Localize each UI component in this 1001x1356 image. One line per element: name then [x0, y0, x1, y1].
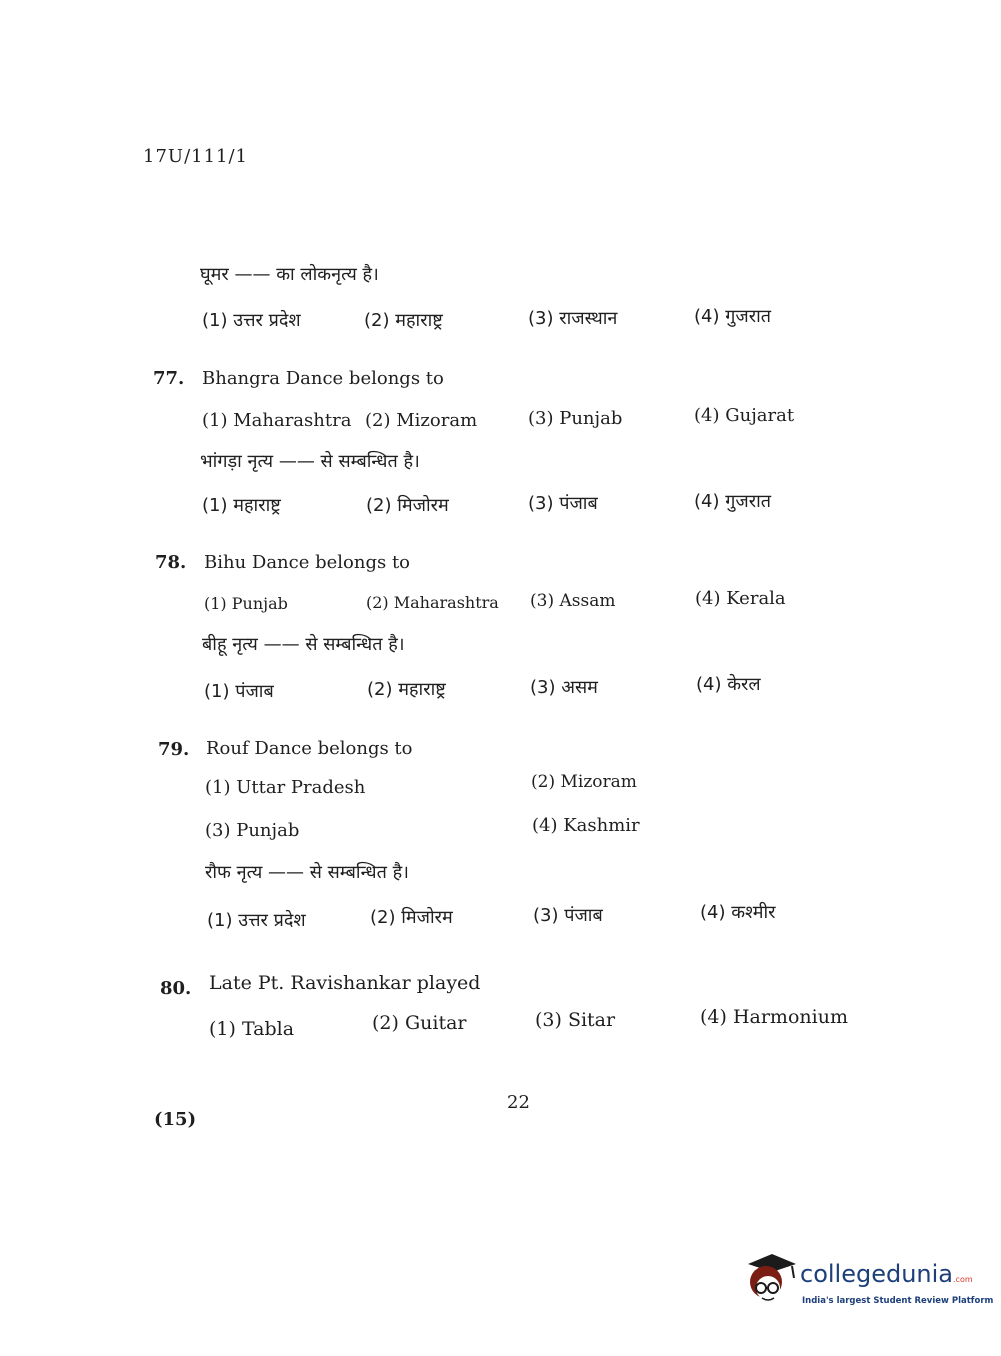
q79-hindi-option-4: (4) कश्मीर	[700, 902, 776, 923]
logo-dotcom: .com	[953, 1275, 973, 1284]
q80-number: 80.	[160, 978, 192, 999]
collegedunia-logo	[742, 1248, 994, 1318]
q78-option-4: (4) Kerala	[695, 588, 786, 609]
q77-hindi-option-2: (2) मिजोरम	[366, 495, 449, 516]
q78-hindi-stem: बीहू नृत्य —— से सम्बन्धित है।	[202, 634, 405, 655]
q80-option-3: (3) Sitar	[535, 1009, 616, 1031]
q78-stem: Bihu Dance belongs to	[204, 552, 411, 573]
q77-hindi-option-3: (3) पंजाब	[528, 493, 598, 514]
q78-option-1: (1) Punjab	[204, 594, 288, 613]
q77-hindi-option-1: (1) महाराष्ट्र	[202, 495, 281, 516]
logo-wordmark	[800, 1260, 973, 1288]
paper-code: 17U/111/1	[143, 146, 249, 167]
q79-option-2: (2) Mizoram	[531, 772, 637, 792]
q78-hindi-option-2: (2) महाराष्ट्र	[367, 679, 446, 700]
page-number: 22	[507, 1092, 530, 1113]
q77-number: 77.	[153, 368, 185, 389]
q76-hindi-option-1: (1) उत्तर प्रदेश	[202, 310, 301, 331]
sheet-number: (15)	[154, 1109, 197, 1130]
q80-option-1: (1) Tabla	[209, 1018, 295, 1040]
q79-option-1: (1) Uttar Pradesh	[205, 777, 366, 798]
q77-stem: Bhangra Dance belongs to	[202, 368, 444, 389]
q79-hindi-stem: रौफ नृत्य —— से सम्बन्धित है।	[205, 862, 409, 883]
q80-stem: Late Pt. Ravishankar played	[209, 972, 481, 994]
q79-option-3: (3) Punjab	[205, 820, 300, 841]
q78-option-3: (3) Assam	[530, 591, 616, 611]
q76-hindi-stem: घूमर —— का लोकनृत्य है।	[200, 264, 379, 285]
q78-hindi-option-1: (1) पंजाब	[204, 681, 274, 702]
q79-stem: Rouf Dance belongs to	[206, 738, 413, 759]
q79-number: 79.	[158, 739, 190, 760]
q80-option-2: (2) Guitar	[372, 1012, 467, 1034]
logo-tagline: India's largest Student Review Platform	[802, 1296, 994, 1306]
q77-option-1: (1) Maharashtra	[202, 410, 352, 431]
q77-option-3: (3) Punjab	[528, 408, 623, 429]
q79-hindi-option-2: (2) मिजोरम	[370, 907, 453, 928]
q78-number: 78.	[155, 552, 187, 573]
q78-option-2: (2) Maharashtra	[366, 593, 499, 612]
q78-hindi-option-4: (4) केरल	[696, 674, 761, 695]
q78-hindi-option-3: (3) असम	[530, 677, 598, 698]
logo-name: collegedunia	[800, 1260, 954, 1288]
q77-hindi-option-4: (4) गुजरात	[694, 491, 771, 512]
q76-hindi-option-2: (2) महाराष्ट्र	[364, 310, 443, 331]
q76-hindi-option-3: (3) राजस्थान	[528, 308, 618, 329]
q77-option-2: (2) Mizoram	[365, 410, 478, 431]
q76-hindi-option-4: (4) गुजरात	[694, 306, 771, 327]
q77-hindi-stem: भांगड़ा नृत्य —— से सम्बन्धित है।	[200, 451, 420, 472]
q79-hindi-option-1: (1) उत्तर प्रदेश	[207, 910, 306, 931]
q79-option-4: (4) Kashmir	[532, 815, 640, 836]
q77-option-4: (4) Gujarat	[694, 405, 795, 426]
mascot-icon	[742, 1250, 800, 1312]
q79-hindi-option-3: (3) पंजाब	[533, 905, 603, 926]
q80-option-4: (4) Harmonium	[700, 1006, 848, 1028]
